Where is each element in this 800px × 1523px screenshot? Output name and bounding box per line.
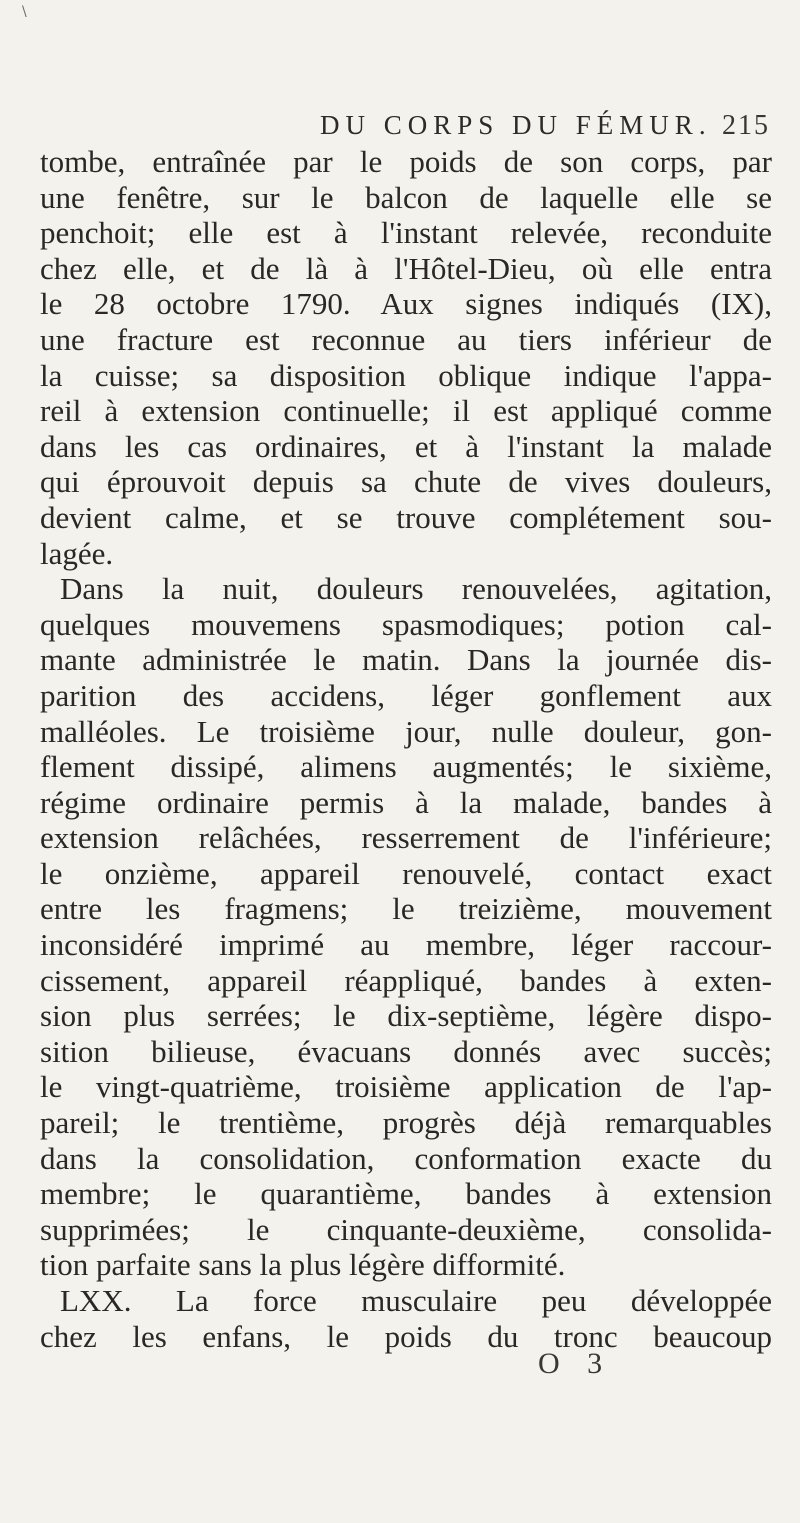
text-line: une fracture est reconnue au tiers inférieur de [40, 321, 772, 357]
text-line: tombe, entraînée par le poids de son corps, par [40, 144, 772, 179]
running-title: DU CORPS DU FÉMUR. [320, 110, 712, 140]
body-text [40, 144, 772, 1354]
text-line: régime ordinaire permis à la malade, bandes à [40, 784, 772, 820]
text-line: la cuisse; sa disposition oblique indique l'appa- [40, 357, 772, 393]
text-line: inconsidéré imprimé au membre, léger raccour- [40, 927, 772, 963]
text-line: mante administrée le matin. Dans la journée dis- [40, 642, 772, 678]
text-line: dans les cas ordinaires, et à l'instant la malade [40, 428, 772, 464]
text-line: cissement, appareil réappliqué, bandes à exten- [40, 962, 772, 998]
corner-mark: \ [22, 4, 27, 20]
text-line: le onzième, appareil renouvelé, contact exact [40, 855, 772, 891]
text-line: penchoit; elle est à l'instant relevée, reconduite [40, 215, 772, 251]
text-line: pareil; le trentième, progrès déjà remarquables [40, 1105, 772, 1141]
text-line: quelques mouvemens spasmodiques; potion cal- [40, 606, 772, 642]
paragraph-start-line: LXX. La force musculaire peu développée [60, 1283, 772, 1318]
text-line: tion parfaite sans la plus légère difformité. [40, 1247, 566, 1283]
text-line: chez elle, et de là à l'Hôtel-Dieu, où elle entra [40, 250, 772, 286]
page-number: 215 [722, 110, 770, 141]
text-line: extension relâchées, resserrement de l'inférieure; [40, 820, 772, 856]
text-line: supprimées; le cinquante-deuxième, consolida- [40, 1211, 772, 1247]
text-line: reil à extension continuelle; il est appliqué comme [40, 393, 772, 429]
text-line: parition des accidens, léger gonflement aux [40, 677, 772, 713]
text-line: malléoles. Le troisième jour, nulle douleur, gon- [40, 713, 772, 749]
text-line: le vingt-quatrième, troisième application de l'ap- [40, 1069, 772, 1105]
text-line: sition bilieuse, évacuans donnés avec succès; [40, 1033, 772, 1069]
text-line: membre; le quarantième, bandes à extension [40, 1176, 772, 1212]
text-line: lagée. [40, 535, 114, 571]
signature-mark: O 3 [538, 1347, 613, 1380]
text-line: une fenêtre, sur le balcon de laquelle elle se [40, 179, 772, 215]
text-line: qui éprouvoit depuis sa chute de vives douleurs, [40, 464, 772, 500]
text-line: devient calme, et se trouve complétement sou- [40, 499, 772, 535]
text-line: le 28 octobre 1790. Aux signes indiqués (IX), [40, 286, 772, 322]
text-line: flement dissipé, alimens augmentés; le sixième, [40, 749, 772, 785]
text-line: chez les enfans, le poids du tronc beaucoup [40, 1318, 772, 1354]
text-line: sion plus serrées; le dix-septième, légère dispo- [40, 998, 772, 1034]
paragraph-start-line: Dans la nuit, douleurs renouvelées, agitation, [60, 571, 772, 607]
text-line: dans la consolidation, conformation exacte du [40, 1140, 772, 1176]
text-line: entre les fragmens; le treizième, mouvement [40, 891, 772, 927]
